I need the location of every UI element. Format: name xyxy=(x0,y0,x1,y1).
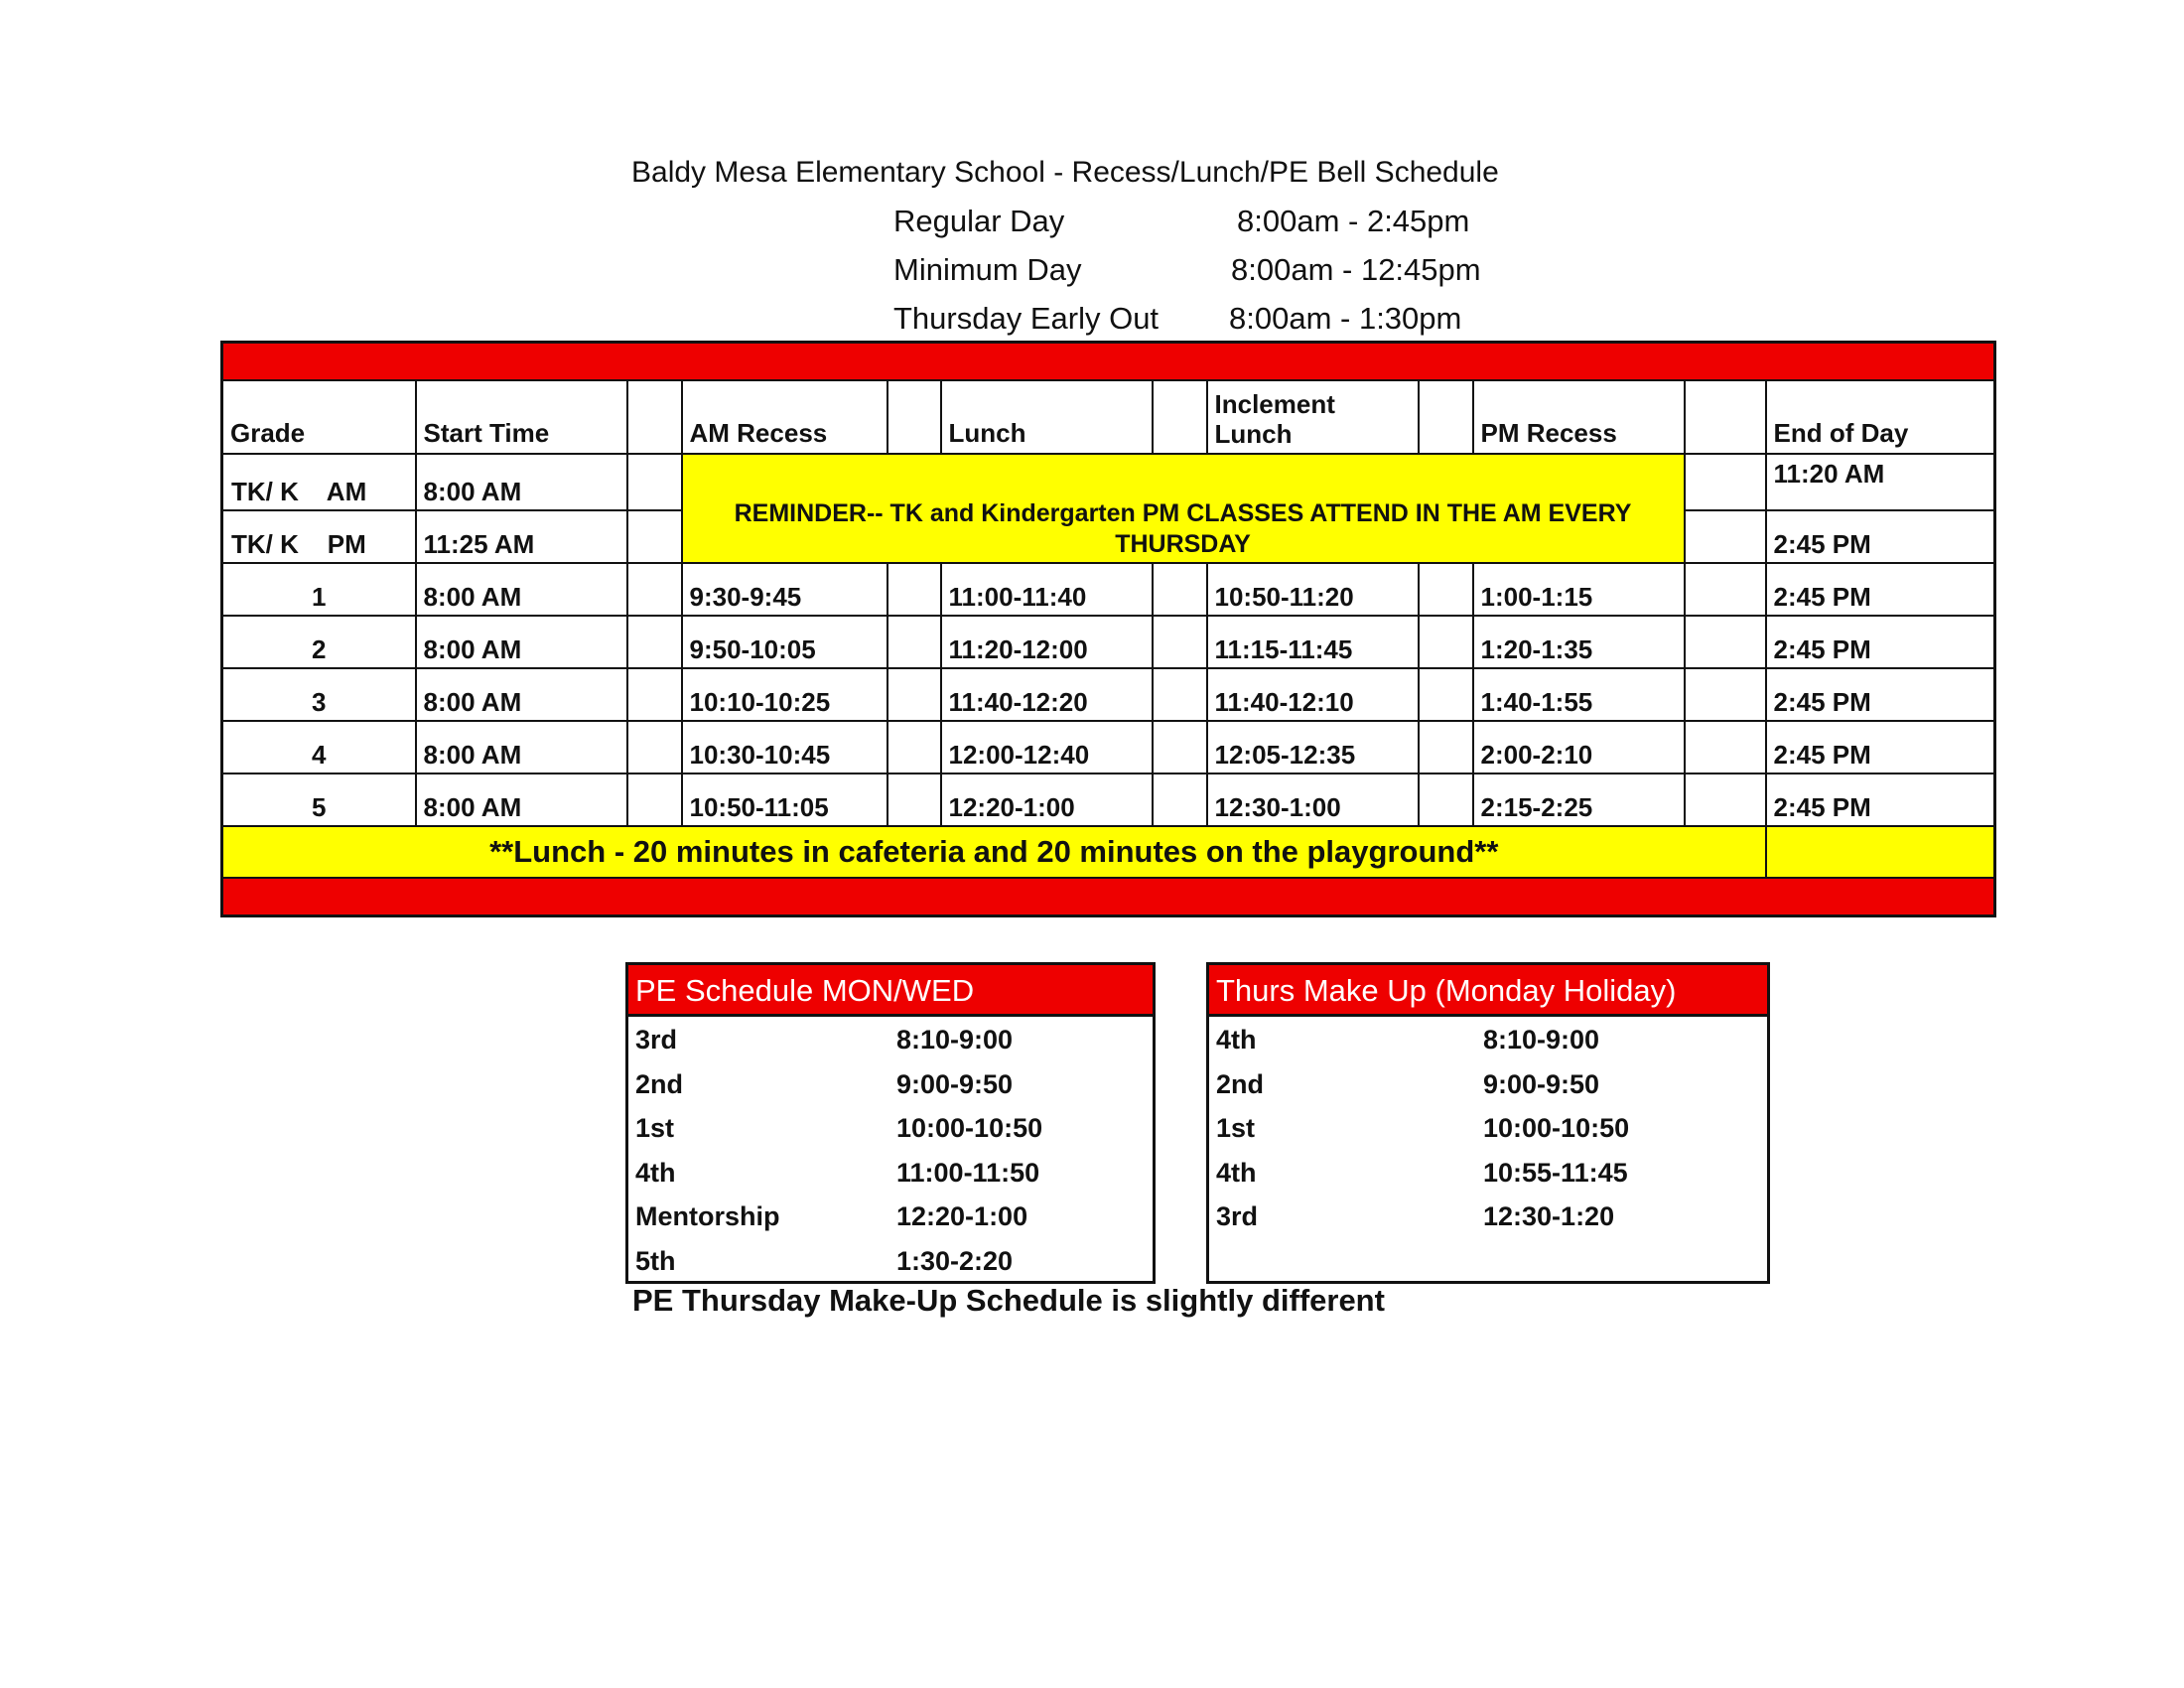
spacer-cell xyxy=(1419,774,1473,826)
table-row xyxy=(222,616,1995,668)
column-header-end-of-day: End of Day xyxy=(1766,380,1995,454)
column-header-grade: Grade xyxy=(222,380,416,454)
grade-cell: 4 xyxy=(222,721,416,774)
pe-time: 10:00-10:50 xyxy=(896,1113,1043,1143)
inclement-lunch-cell: 10:50-11:20 xyxy=(1207,563,1419,616)
list-item xyxy=(628,1238,1153,1283)
pm-recess-cell: 2:15-2:25 xyxy=(1473,774,1685,826)
spacer-cell xyxy=(627,454,682,510)
pe-time: 1:30-2:20 xyxy=(896,1245,1014,1276)
grade-cell: 3 xyxy=(222,668,416,721)
pe-time: 12:20-1:00 xyxy=(896,1201,1028,1231)
pe-grade: 4th xyxy=(635,1157,676,1188)
list-item xyxy=(1209,1105,1767,1150)
lunch-cell: 11:40-12:20 xyxy=(941,668,1153,721)
start-time-cell: 8:00 AM xyxy=(416,774,627,826)
spacer-cell xyxy=(887,563,941,616)
column-header-start-time: Start Time xyxy=(416,380,627,454)
grade-cell: 1 xyxy=(222,563,416,616)
column-header-pm-recess: PM Recess xyxy=(1473,380,1685,454)
table-header-row xyxy=(222,380,1995,454)
spacer-cell xyxy=(1153,721,1207,774)
start-time-cell: 8:00 AM xyxy=(416,563,627,616)
spacer-cell xyxy=(1685,380,1766,454)
lunch-note: **Lunch - 20 minutes in cafeteria and 20 minutes on the playground** xyxy=(222,826,1766,878)
table-row xyxy=(222,721,1995,774)
spacer-cell xyxy=(1685,563,1766,616)
column-header-am-recess: AM Recess xyxy=(682,380,887,454)
spacer-cell xyxy=(1419,380,1473,454)
pe-grade: 2nd xyxy=(635,1068,684,1099)
pe-grade: 3rd xyxy=(635,1025,678,1055)
lunch-cell: 11:00-11:40 xyxy=(941,563,1153,616)
makeup-time: 9:00-9:50 xyxy=(1483,1068,1600,1099)
makeup-time: 10:55-11:45 xyxy=(1483,1157,1628,1188)
makeup-schedule-title: Thurs Make Up (Monday Holiday) xyxy=(1209,965,1767,1017)
spacer-cell xyxy=(1685,774,1766,826)
end-of-day-cell: 2:45 PM xyxy=(1766,774,1995,826)
spacer-cell xyxy=(887,721,941,774)
spacer-cell xyxy=(1153,774,1207,826)
end-of-day-cell: 11:20 AM xyxy=(1766,454,1995,510)
spacer-cell xyxy=(887,774,941,826)
list-item xyxy=(628,1105,1153,1150)
start-time-cell: 8:00 AM xyxy=(416,616,627,668)
end-of-day-cell: 2:45 PM xyxy=(1766,721,1995,774)
grade-cell: 2 xyxy=(222,616,416,668)
list-item xyxy=(628,1061,1153,1106)
spacer-cell xyxy=(1419,616,1473,668)
day-type-label: Regular Day xyxy=(893,204,1065,238)
column-header-lunch: Lunch xyxy=(941,380,1153,454)
table-row xyxy=(222,668,1995,721)
column-header-inclement-line1: Inclement xyxy=(1214,389,1335,419)
list-item xyxy=(628,1150,1153,1195)
start-time-cell: 8:00 AM xyxy=(416,721,627,774)
end-of-day-cell: 2:45 PM xyxy=(1766,510,1995,563)
page-title: Baldy Mesa Elementary School - Recess/Lunch/PE Bell Schedule xyxy=(631,156,1499,189)
table-row xyxy=(222,774,1995,826)
pe-schedule-box xyxy=(625,962,1156,1284)
makeup-grade: 4th xyxy=(1216,1157,1257,1188)
end-of-day-cell: 2:45 PM xyxy=(1766,616,1995,668)
spacer-cell xyxy=(1685,510,1766,563)
spacer-cell xyxy=(627,563,682,616)
makeup-grade: 1st xyxy=(1216,1113,1256,1143)
makeup-time: 8:10-9:00 xyxy=(1483,1025,1600,1055)
pe-grade: 1st xyxy=(635,1113,675,1143)
end-of-day-cell: 2:45 PM xyxy=(1766,563,1995,616)
list-item xyxy=(1209,1017,1767,1061)
bell-schedule-table xyxy=(220,341,1996,917)
grade-cell: 5 xyxy=(222,774,416,826)
makeup-footnote: PE Thursday Make-Up Schedule is slightly different xyxy=(632,1283,1385,1318)
spacer-cell xyxy=(627,774,682,826)
spacer-cell xyxy=(1685,668,1766,721)
pe-grade: 5th xyxy=(635,1245,676,1276)
grade-cell: TK/ K PM xyxy=(222,510,416,563)
top-red-bar xyxy=(222,343,1995,381)
tk-reminder-banner: REMINDER-- TK and Kindergarten PM CLASSES ATTEND IN THE AM EVERY THURSDAY xyxy=(682,454,1685,563)
spacer-cell xyxy=(1153,380,1207,454)
spacer-cell xyxy=(887,380,941,454)
spacer-cell xyxy=(1685,454,1766,510)
am-recess-cell: 10:30-10:45 xyxy=(682,721,887,774)
inclement-lunch-cell: 12:05-12:35 xyxy=(1207,721,1419,774)
inclement-lunch-cell: 11:15-11:45 xyxy=(1207,616,1419,668)
spacer-cell xyxy=(1419,721,1473,774)
lunch-cell: 12:00-12:40 xyxy=(941,721,1153,774)
spacer-cell xyxy=(1419,563,1473,616)
pe-grade: Mentorship xyxy=(635,1201,780,1231)
column-header-inclement-line2: Lunch xyxy=(1214,419,1293,449)
spacer-cell xyxy=(1153,668,1207,721)
list-item xyxy=(628,1017,1153,1061)
pm-recess-cell: 1:00-1:15 xyxy=(1473,563,1685,616)
makeup-schedule-box xyxy=(1206,962,1770,1284)
spacer-cell xyxy=(627,668,682,721)
end-of-day-cell: 2:45 PM xyxy=(1766,668,1995,721)
start-time-cell: 8:00 AM xyxy=(416,668,627,721)
makeup-grade: 3rd xyxy=(1216,1201,1259,1231)
spacer-cell xyxy=(887,616,941,668)
spacer-cell xyxy=(1685,616,1766,668)
am-recess-cell: 10:50-11:05 xyxy=(682,774,887,826)
spacer-cell xyxy=(1153,616,1207,668)
pe-time: 9:00-9:50 xyxy=(896,1068,1014,1099)
inclement-lunch-cell: 11:40-12:10 xyxy=(1207,668,1419,721)
table-row xyxy=(222,454,1995,510)
spacer-cell xyxy=(1685,721,1766,774)
list-item xyxy=(1209,1150,1767,1195)
table-row xyxy=(222,563,1995,616)
start-time-cell: 8:00 AM xyxy=(416,454,627,510)
day-type-time: 8:00am - 2:45pm xyxy=(1237,204,1470,238)
day-type-label: Thursday Early Out xyxy=(893,301,1160,336)
note-end-cell xyxy=(1766,826,1995,878)
pe-time: 11:00-11:50 xyxy=(896,1157,1040,1188)
list-item xyxy=(628,1194,1153,1238)
pe-time: 8:10-9:00 xyxy=(896,1025,1014,1055)
day-type-time: 8:00am - 12:45pm xyxy=(1231,252,1481,287)
lunch-cell: 12:20-1:00 xyxy=(941,774,1153,826)
inclement-lunch-cell: 12:30-1:00 xyxy=(1207,774,1419,826)
makeup-grade: 4th xyxy=(1216,1025,1257,1055)
spacer-cell xyxy=(627,380,682,454)
pm-recess-cell: 2:00-2:10 xyxy=(1473,721,1685,774)
makeup-time: 10:00-10:50 xyxy=(1483,1113,1630,1143)
makeup-grade: 2nd xyxy=(1216,1068,1265,1099)
pm-recess-cell: 1:40-1:55 xyxy=(1473,668,1685,721)
spacer-cell xyxy=(1153,563,1207,616)
column-header-inclement-lunch xyxy=(1207,380,1419,454)
am-recess-cell: 9:50-10:05 xyxy=(682,616,887,668)
day-type-label: Minimum Day xyxy=(893,252,1082,287)
spacer-cell xyxy=(627,721,682,774)
am-recess-cell: 10:10-10:25 xyxy=(682,668,887,721)
grade-cell: TK/ K AM xyxy=(222,454,416,510)
lunch-cell: 11:20-12:00 xyxy=(941,616,1153,668)
start-time-cell: 11:25 AM xyxy=(416,510,627,563)
lunch-note-row xyxy=(222,826,1995,878)
pe-schedule-title: PE Schedule MON/WED xyxy=(628,965,1153,1017)
pm-recess-cell: 1:20-1:35 xyxy=(1473,616,1685,668)
list-item xyxy=(1209,1194,1767,1238)
bottom-red-bar xyxy=(222,878,1995,916)
spacer-cell xyxy=(887,668,941,721)
spacer-cell xyxy=(1419,668,1473,721)
spacer-cell xyxy=(627,510,682,563)
day-type-time: 8:00am - 1:30pm xyxy=(1229,301,1462,336)
list-item xyxy=(1209,1061,1767,1106)
makeup-time: 12:30-1:20 xyxy=(1483,1201,1615,1231)
spacer-cell xyxy=(627,616,682,668)
am-recess-cell: 9:30-9:45 xyxy=(682,563,887,616)
